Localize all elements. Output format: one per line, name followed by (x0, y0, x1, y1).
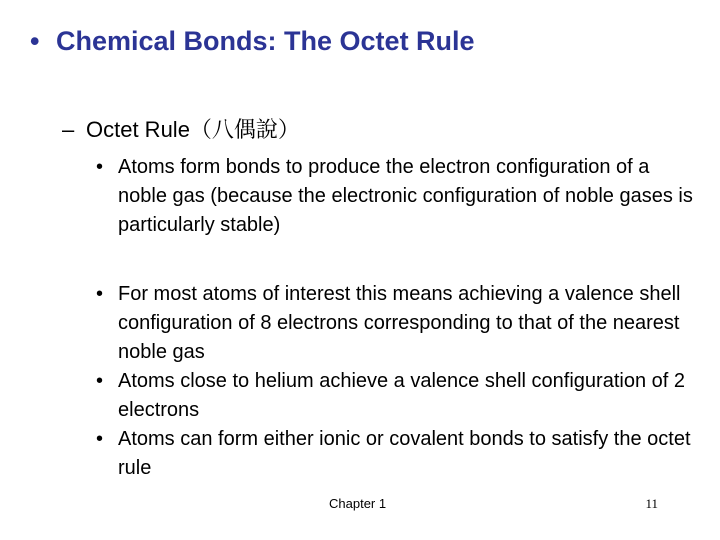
bullet-dot: • (96, 156, 104, 178)
title-bullet: • (30, 26, 40, 56)
bullet-point (96, 425, 696, 483)
bullet-dot: • (96, 283, 104, 305)
bullet-dot: • (96, 428, 104, 450)
bullet-dot: • (96, 370, 104, 392)
bullet-text: Atoms can form either ionic or covalent bonds to satisfy the octet rule (118, 428, 691, 479)
bullet-text: Atoms close to helium achieve a valence shell configuration of 2 electrons (118, 370, 685, 421)
bullet-text: Atoms form bonds to produce the electron configuration of a noble gas (because the electronic configuration of noble gases is particularly stable) (118, 156, 693, 236)
bullet-point (96, 280, 696, 367)
subheading (62, 115, 300, 145)
subhead-dash: – (62, 117, 75, 142)
footer-chapter: Chapter 1 (329, 496, 387, 511)
bullet-point (96, 367, 696, 425)
slide-title (30, 24, 700, 58)
bullet-text: For most atoms of interest this means achieving a valence shell configuration of 8 electrons corresponding to that of the nearest noble gas (118, 283, 681, 363)
subhead-text: Octet Rule（八偶說） (86, 117, 300, 142)
bullet-group-2 (96, 280, 696, 483)
bullet-point (96, 153, 696, 240)
title-text: Chemical Bonds: The Octet Rule (56, 26, 475, 56)
page-number: 11 (645, 496, 658, 511)
bullet-group-1 (96, 153, 696, 240)
